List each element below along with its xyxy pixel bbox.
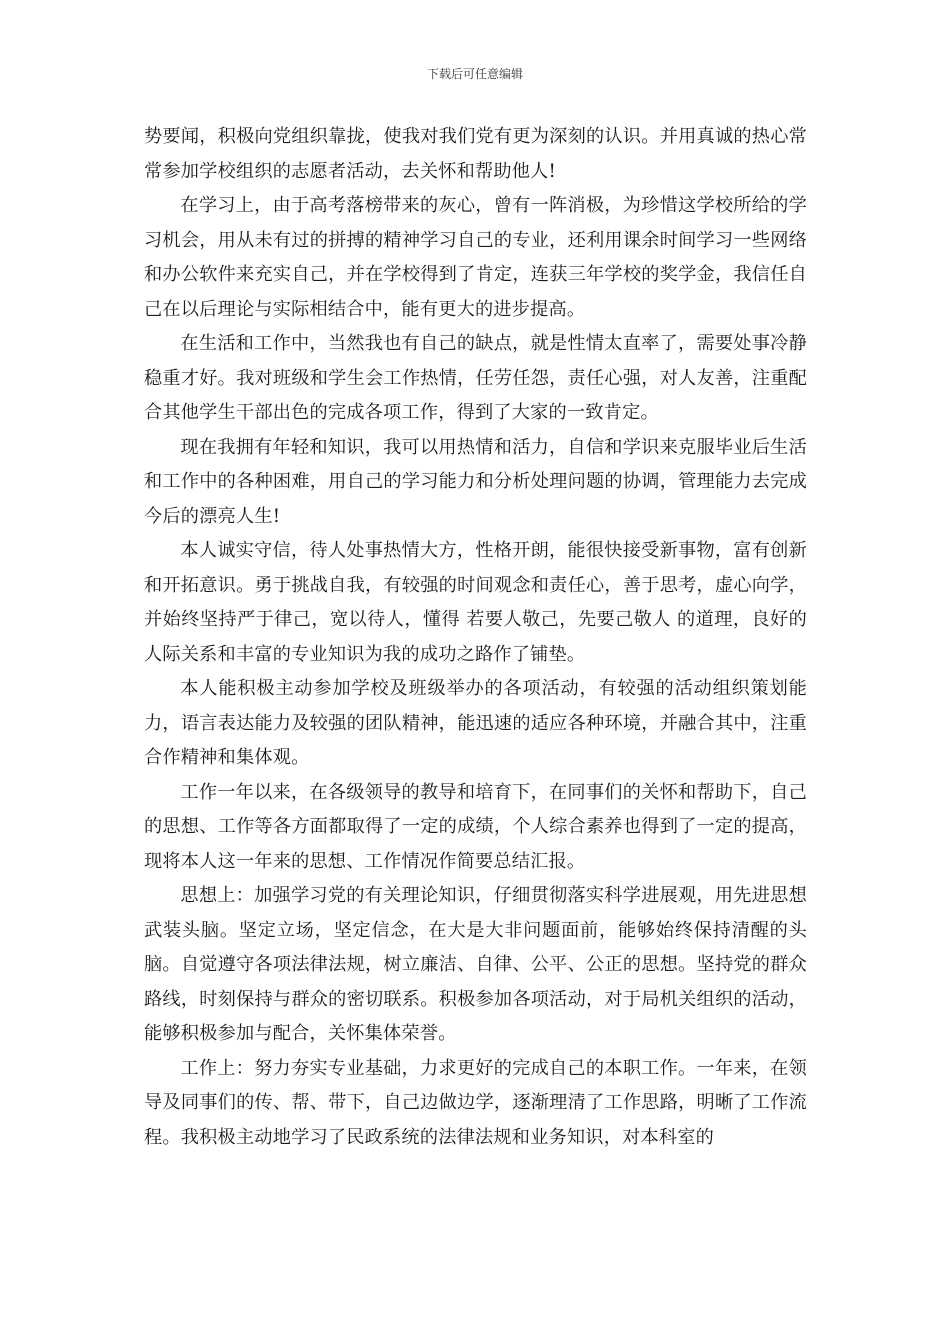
paragraph-2: 在学习上，由于高考落榜带来的灰心，曾有一阵消极，为珍惜这学校所给的学习机会，用从未有过的拼搏的精神学习自己的专业，还利用课余时间学习一些网络和办公软件来充实自己，并在学校得到了肯定，连获三年学校的奖学金，我信任自己在以后理论与实际相结合中，能有更大的进步提高。 (144, 195, 807, 320)
paragraph-4: 现在我拥有年轻和知识，我可以用热情和活力，自信和学识来克服毕业后生活和工作中的各种困难，用自己的学习能力和分析处理问题的协调，管理能力去完成今后的漂亮人生! (144, 436, 807, 527)
page-header: 下载后可任意编辑 (426, 67, 523, 81)
paragraph-1: 势要闻，积极向党组织靠拢，使我对我们党有更为深刻的认识。并用真诚的热心常常参加学校组织的志愿者活动，去关怀和帮助他人! (144, 126, 807, 182)
paragraph-8: 思想上：加强学习党的有关理论知识，仔细贯彻落实科学进展观，用先进思想武装头脑。坚定立场，坚定信念，在大是大非问题面前，能够始终保持清醒的头脑。自觉遵守各项法律法规，树立廉洁、自律、公平、公正的思想。坚持党的群众路线，时刻保持与群众的密切联系。积极参加各项活动，对于局机关组织的活动，能够积极参加与配合，关怀集体荣誉。 (144, 885, 807, 1044)
paragraph-9: 工作上：努力夯实专业基础，力求更好的完成自己的本职工作。一年来，在领导及同事们的传、帮、带下，自己边做边学，逐渐理清了工作思路，明晰了工作流程。我积极主动地学习了民政系统的法律法规和业务知识，对本科室的 (144, 1057, 807, 1148)
paragraph-7: 工作一年以来，在各级领导的教导和培育下，在同事们的关怀和帮助下，自己的思想、工作等各方面都取得了一定的成绩，个人综合素养也得到了一定的提高，现将本人这一年来的思想、工作情况作简要总结汇报。 (144, 781, 807, 872)
paragraph-3: 在生活和工作中，当然我也有自己的缺点，就是性情太直率了，需要处事冷静稳重才好。我对班级和学生会工作热情，任劳任怨，责任心强，对人友善，注重配合其他学生干部出色的完成各项工作，得到了大家的一致肯定。 (144, 333, 807, 423)
paragraph-6: 本人能积极主动参加学校及班级举办的各项活动，有较强的活动组织策划能力，语言表达能力及较强的团队精神，能迅速的适应各种环境，并融合其中，注重合作精神和集体观。 (144, 678, 807, 768)
paragraph-5: 本人诚实守信，待人处事热情大方，性格开朗，能很快接受新事物，富有创新和开拓意识。勇于挑战自我，有较强的时间观念和责任心，善于思考，虚心向学，并始终坚持严于律己，宽以待人，懂得 若要人敬己，先要己敬人 的道理，良好的人际关系和丰富的专业知识为我的成功之路作了铺垫。 (144, 540, 807, 665)
document-body (144, 120, 807, 1155)
